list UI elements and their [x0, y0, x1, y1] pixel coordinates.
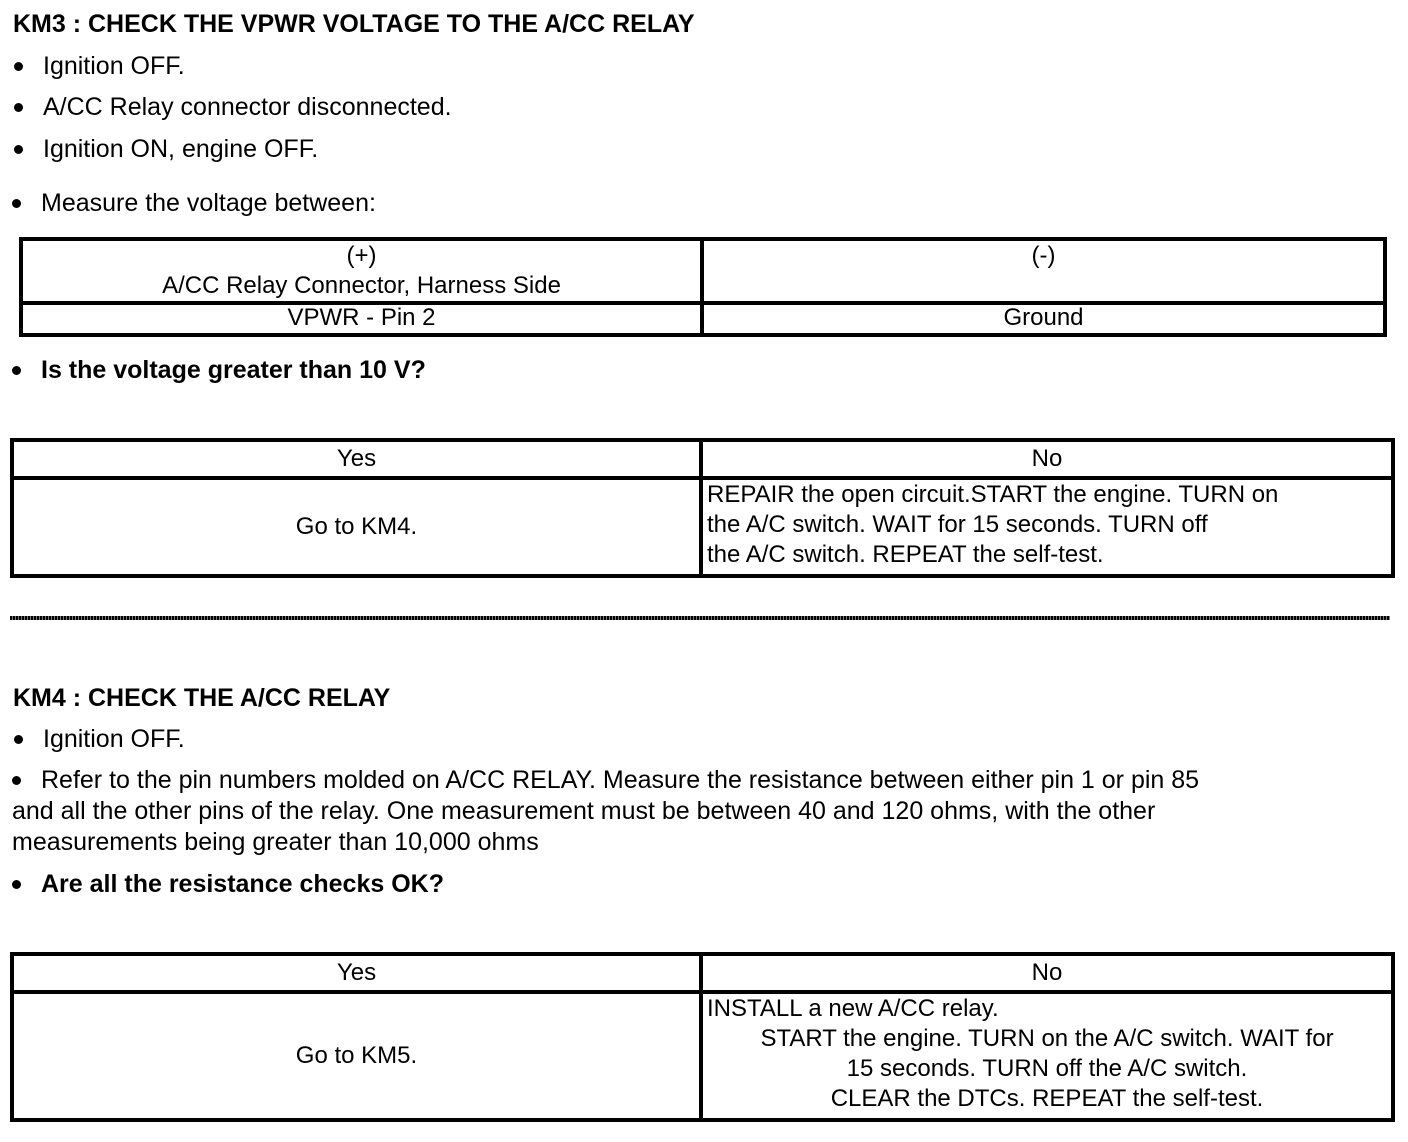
bullet-icon [14, 735, 23, 744]
plus-header-sub: A/CC Relay Connector, Harness Side [162, 272, 561, 299]
km3-step-2 [14, 93, 452, 122]
yes-column-header: Yes [12, 954, 701, 992]
bullet-icon [14, 103, 23, 112]
no-action-line: INSTALL a new A/CC relay. [707, 995, 999, 1022]
table-row [12, 478, 1393, 576]
no-column-header: No [701, 954, 1393, 992]
plus-header-label: (+) [346, 242, 377, 269]
no-action-line: the A/C switch. WAIT for 15 seconds. TURN off [707, 511, 1208, 538]
km3-step-3-text: Ignition ON, engine OFF. [43, 135, 319, 163]
bullet-icon [12, 366, 21, 375]
no-action-line: REPAIR the open circuit.START the engine. TURN on [707, 481, 1279, 508]
km3-question-text: Is the voltage greater than 10 V? [41, 356, 426, 384]
table-row [21, 303, 1385, 335]
km3-heading: KM3 : CHECK THE VPWR VOLTAGE TO THE A/CC RELAY [13, 10, 695, 38]
km4-instruction-text: Refer to the pin numbers molded on A/CC RELAY. Measure the resistance between either pin 1 or pin 85 [41, 766, 1200, 794]
km3-result-table [10, 438, 1395, 578]
minus-header-label: (-) [1031, 242, 1056, 269]
yes-action-cell: Go to KM4. [12, 478, 701, 576]
km4-instruction-line: measurements being greater than 10,000 ohms [12, 828, 539, 856]
table-row [12, 954, 1393, 992]
table-row [12, 992, 1393, 1120]
section-divider [10, 616, 1390, 620]
km3-measure-table [19, 237, 1387, 337]
bullet-icon [12, 199, 21, 208]
km4-instruction [12, 765, 1392, 858]
minus-column-header [702, 239, 1385, 303]
yes-column-header: Yes [12, 440, 701, 478]
km3-question [12, 356, 426, 385]
minus-value-cell: Ground [702, 303, 1385, 335]
table-row [12, 440, 1393, 478]
no-action-line: the A/C switch. REPEAT the self-test. [707, 541, 1104, 568]
km3-step-1-text: Ignition OFF. [43, 52, 185, 80]
no-column-header: No [701, 440, 1393, 478]
no-action-cell [701, 478, 1393, 576]
table-row [21, 239, 1385, 303]
bullet-icon [12, 880, 21, 889]
no-action-line: 15 seconds. TURN off the A/C switch. [846, 1055, 1248, 1082]
bullet-icon [14, 145, 23, 154]
km4-step-1-text: Ignition OFF. [43, 725, 185, 753]
no-action-line: CLEAR the DTCs. REPEAT the self-test. [830, 1085, 1264, 1112]
km3-step-1 [14, 52, 185, 81]
plus-column-header [21, 239, 702, 303]
km4-question [12, 870, 444, 899]
no-action-cell [701, 992, 1393, 1120]
bullet-icon [12, 776, 21, 785]
km4-step-1 [14, 725, 185, 754]
plus-value-cell: VPWR - Pin 2 [21, 303, 702, 335]
km4-heading: KM4 : CHECK THE A/CC RELAY [13, 684, 391, 712]
km4-question-text: Are all the resistance checks OK? [41, 870, 444, 898]
yes-action-cell: Go to KM5. [12, 992, 701, 1120]
km4-result-table [10, 952, 1395, 1122]
km3-step-4-text: Measure the voltage between: [41, 189, 376, 217]
km4-instruction-line [12, 765, 1392, 796]
km3-step-2-text: A/CC Relay connector disconnected. [43, 93, 452, 121]
bullet-icon [14, 62, 23, 71]
km4-instruction-line: and all the other pins of the relay. One measurement must be between 40 and 120 ohms, with the other [12, 797, 1156, 825]
no-action-line: START the engine. TURN on the A/C switch. WAIT for [760, 1025, 1334, 1052]
km3-step-4 [12, 189, 376, 218]
km3-step-3 [14, 135, 318, 164]
